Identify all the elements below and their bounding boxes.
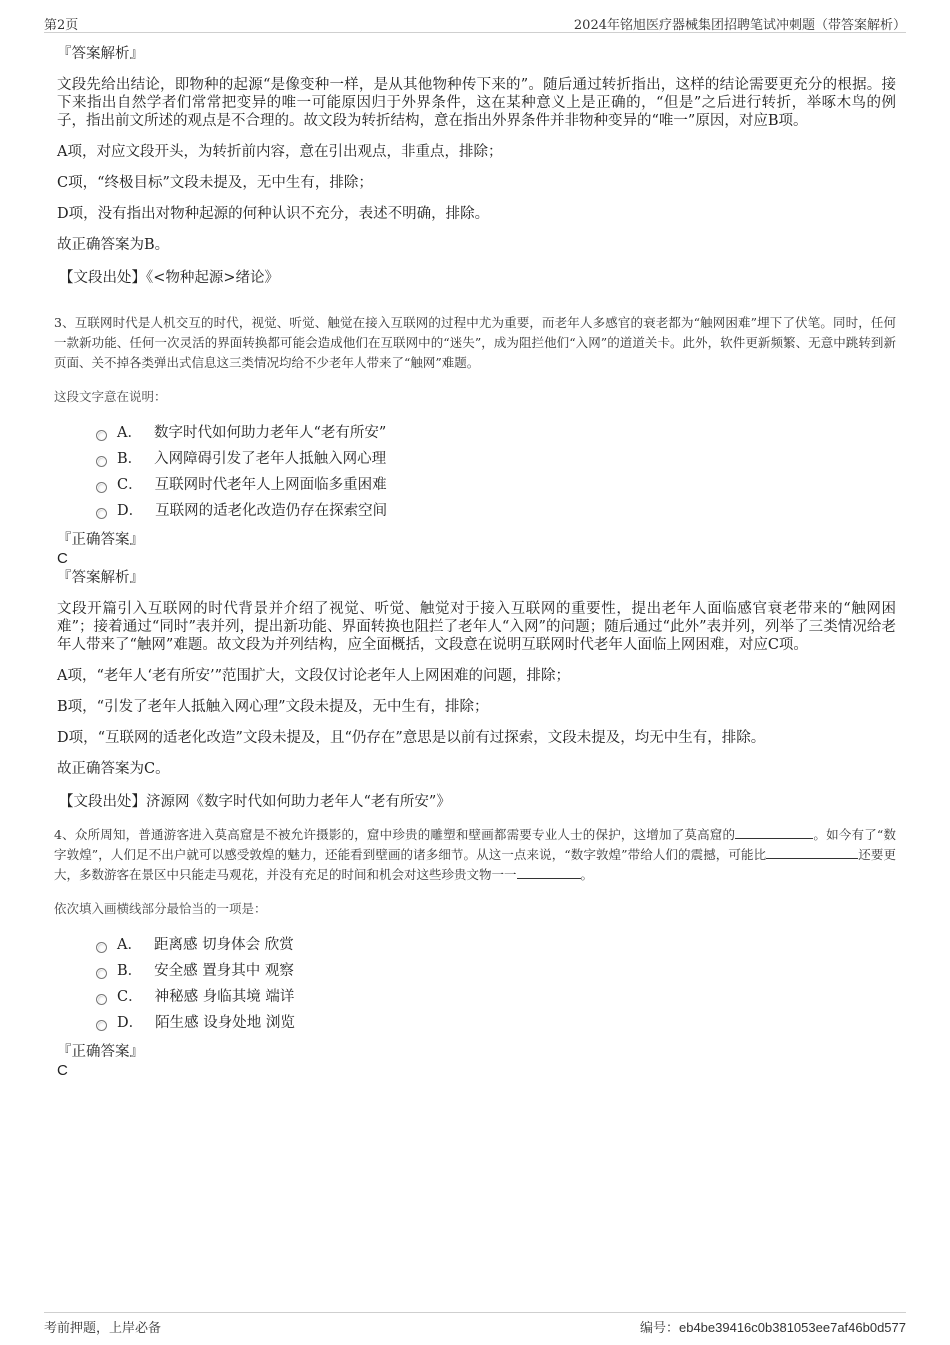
option-d[interactable]: D． 互联网的适老化改造仍存在探索空间 — [96, 498, 896, 524]
radio-icon[interactable] — [96, 968, 107, 979]
options-list — [96, 932, 896, 1036]
radio-icon[interactable] — [96, 1020, 107, 1031]
radio-icon[interactable] — [96, 482, 107, 493]
analysis-note: C项，“终极目标”文段未提及，无中生有，排除； — [57, 175, 373, 191]
options-list — [96, 420, 896, 524]
analysis-note: D项，没有指出对物种起源的何种认识不充分，表述不明确，排除。 — [57, 206, 490, 222]
radio-icon[interactable] — [96, 994, 107, 1005]
radio-icon[interactable] — [96, 430, 107, 441]
analysis-note: A项，对应文段开头，为转折前内容，意在引出观点，非重点，排除； — [57, 144, 503, 160]
answer-label: 『正确答案』 — [57, 532, 144, 548]
conclusion: 故正确答案为B。 — [57, 237, 170, 253]
analysis-text: 文段先给出结论，即物种的起源“是像变种一样，是从其他物种传下来的”。随后通过转折指出，这样的结论需要更充分的根据。接下来指出自然学者们常常把变异的唯一可能原因归于外界条件，这在某种意义上是正确的，“但是”之后进行转折，举啄木鸟的例子，指出前文所述的观点是不合理的。故文段为转折结构，意在指出外界条件并非物种变异的“唯一”原因，对应B项。 — [57, 77, 896, 129]
page-number: 第2页 — [44, 18, 79, 33]
question-prompt: 依次填入画横线部分最恰当的一项是： — [54, 901, 267, 916]
option-b[interactable]: B． 入网障碍引发了老年人抵触入网心理 — [96, 446, 896, 472]
question-prompt: 这段文字意在说明： — [54, 389, 167, 404]
page-footer — [44, 1312, 906, 1337]
page-content — [54, 44, 896, 1080]
option-c[interactable]: C． 神秘感 身临其境 端详 — [96, 984, 896, 1010]
conclusion: 故正确答案为C。 — [57, 761, 170, 777]
radio-icon[interactable] — [96, 942, 107, 953]
question-3: 3、互联网时代是人机交互的时代，视觉、听觉、触觉在接入互联网的过程中尤为重要，而老年人多感官的衰老都为“触网困难”埋下了伏笔。同时，任何一款新功能、任何一次灵活的界面转换都可能会造成他们在互联网中的“迷失”，成为阻拦他们“入网”的道道关卡。此外，软件更新频繁、无意中跳转到新页面、关不掉各类弹出式信息这三类情况均给不少老年人带来了“触网”难题。 — [54, 315, 896, 370]
fill-blank-1 — [735, 826, 813, 839]
answer-label: 『正确答案』 — [57, 1044, 144, 1060]
fill-blank-3 — [517, 866, 581, 879]
text-source: 【文段出处】《<物种起源>绪论》 — [59, 270, 280, 286]
document-title: 2024年铭旭医疗器械集团招聘笔试冲刺题（带答案解析） — [573, 18, 906, 33]
option-d[interactable]: D． 陌生感 设身处地 浏览 — [96, 1010, 896, 1036]
analysis-text: 文段开篇引入互联网的时代背景并介绍了视觉、听觉、触觉对于接入互联网的重要性，提出老年人面临感官衰老带来的“触网困难”；接着通过“同时”表并列，提出新功能、界面转换也阻拦了老年人“入网”的问题；随后通过“此外”表并列，列举了三类情况给老年人带来了“触网”难题。故文段为并列结构，应全面概括，文段意在说明互联网时代老年人面临上网困难，对应C项。 — [57, 601, 896, 653]
document-code: 编号：eb4be39416c0b381053ee7af46b0d577 — [639, 1320, 906, 1335]
question-4: 4、众所周知，普通游客进入莫高窟是不被允许摄影的，窟中珍贵的雕塑和壁画都需要专业人士的保护，这增加了莫高窟的 。如今有了“数字敦煌”，人们足不出户就可以感受敦煌的魅力，还能看到壁画的诸多细节。从这一点来说，“数字敦煌”带给人们的震撼，可能比 还要更大，多数游客在景区中只能走马观花，并没有充足的时间和机会对这些珍贵文物一一 。 — [54, 827, 896, 882]
analysis-note: B项，“引发了老年人抵触入网心理”文段未提及，无中生有，排除； — [57, 699, 489, 715]
radio-icon[interactable] — [96, 456, 107, 467]
option-a[interactable]: A． 数字时代如何助力老年人“老有所安” — [96, 420, 896, 446]
analysis-label: 『答案解析』 — [57, 46, 144, 62]
analysis-note: D项，“互联网的适老化改造”文段未提及，且“仍存在”意思是以前有过探索，文段未提及，均无中生有，排除。 — [57, 730, 766, 746]
radio-icon[interactable] — [96, 508, 107, 519]
text-source: 【文段出处】济源网《数字时代如何助力老年人“老有所安”》 — [59, 794, 451, 810]
answer-value: C — [57, 550, 68, 567]
analysis-label: 『答案解析』 — [57, 570, 144, 586]
page-header — [44, 12, 906, 33]
footer-slogan: 考前押题，上岸必备 — [44, 1321, 162, 1336]
option-b[interactable]: B． 安全感 置身其中 观察 — [96, 958, 896, 984]
option-a[interactable]: A． 距离感 切身体会 欣赏 — [96, 932, 896, 958]
fill-blank-2 — [766, 846, 858, 859]
answer-value: C — [57, 1062, 68, 1079]
option-c[interactable]: C． 互联网时代老年人上网面临多重困难 — [96, 472, 896, 498]
analysis-note: A项，“老年人‘老有所安’”范围扩大，文段仅讨论老年人上网困难的问题，排除； — [57, 668, 571, 684]
